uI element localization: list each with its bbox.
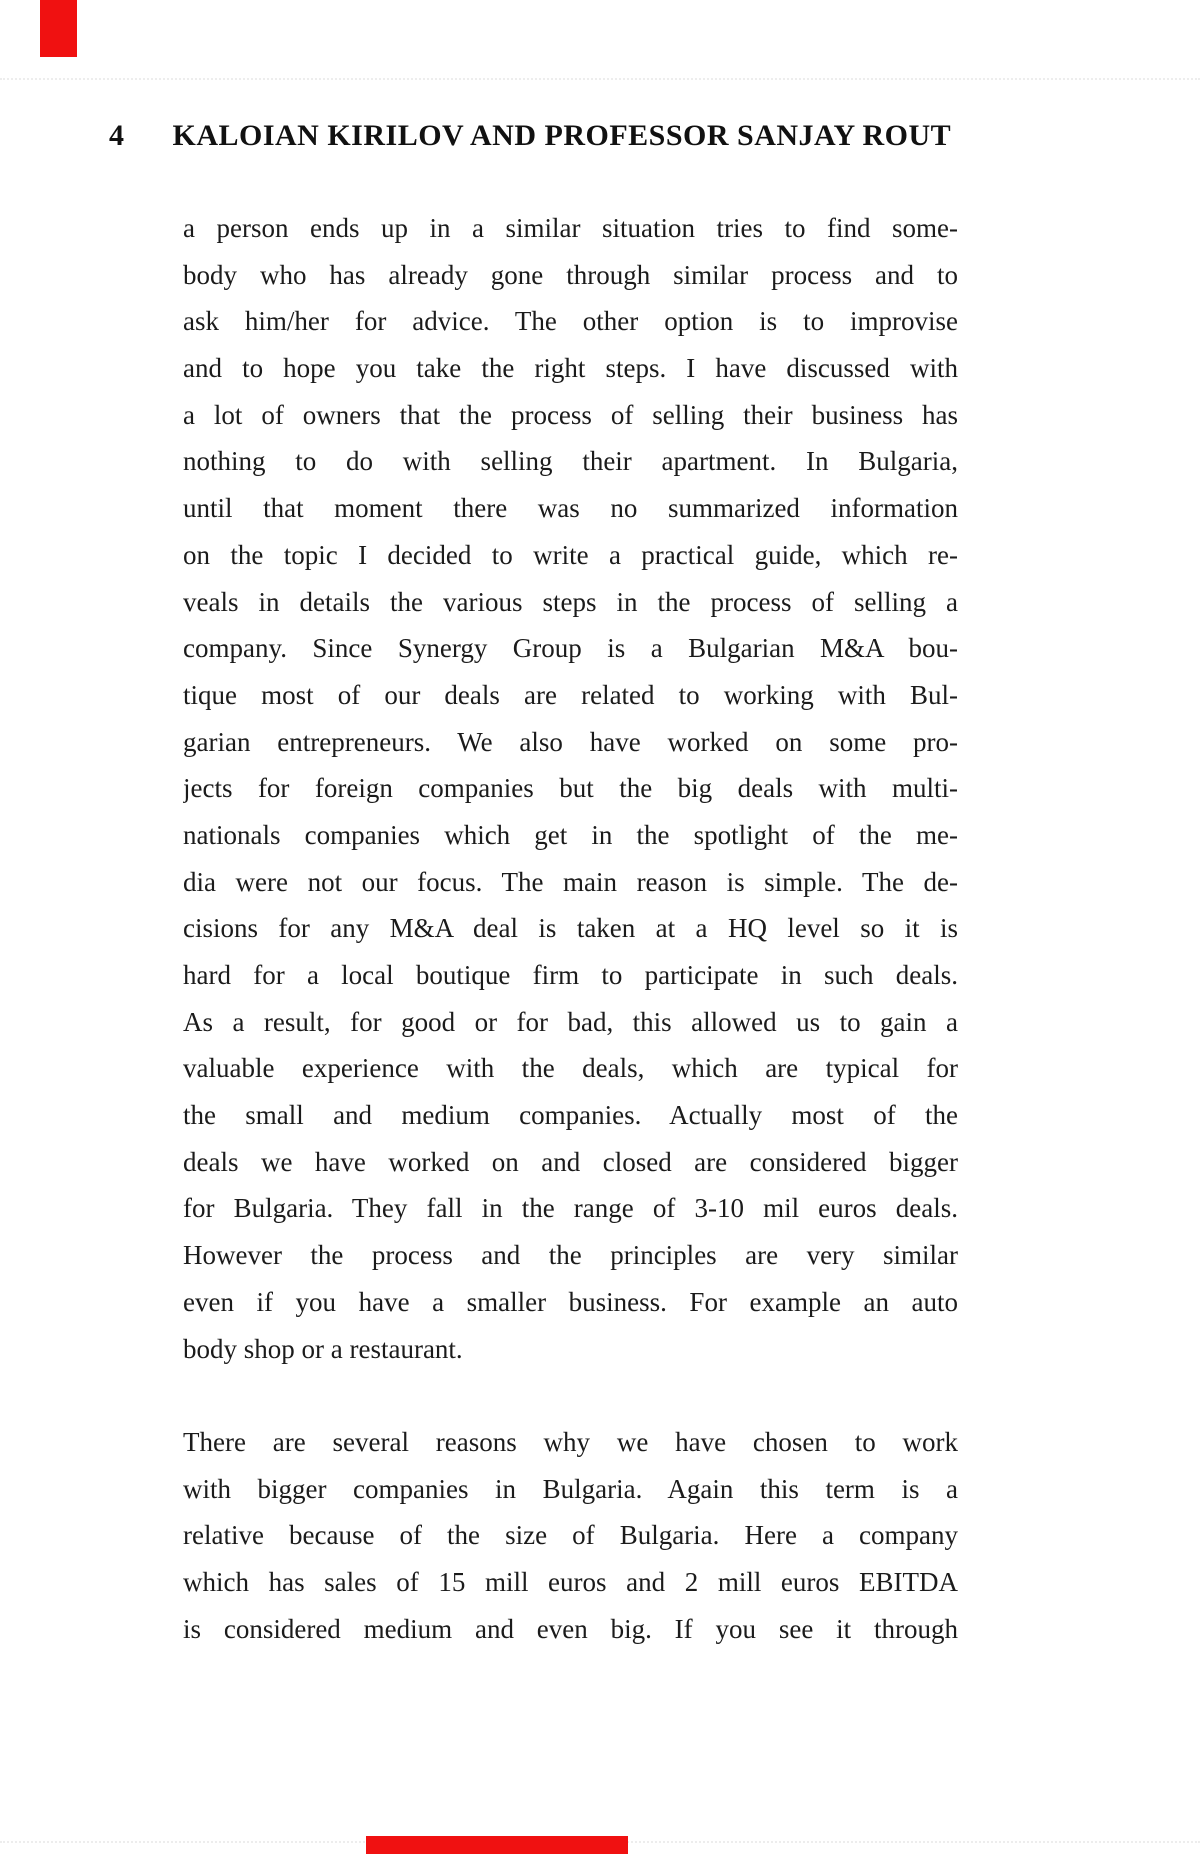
- body-line: for Bulgaria. They fall in the range of 3-10 mil euros deals.: [183, 1193, 958, 1224]
- running-title: KALOIAN KIRILOV AND PROFESSOR SANJAY ROUT: [172, 119, 952, 152]
- body-line: jects for foreign companies but the big deals with multi-: [183, 773, 958, 804]
- body-line: relative because of the size of Bulgaria. Here a company: [183, 1520, 958, 1551]
- body-line: veals in details the various steps in the process of selling a: [183, 586, 958, 617]
- body-line: company. Since Synergy Group is a Bulgarian M&A bou-: [183, 633, 958, 664]
- paragraph: [183, 1419, 958, 1652]
- page-number: 4: [109, 119, 125, 152]
- body-line: even if you have a smaller business. For example an auto: [183, 1286, 958, 1317]
- body-line: tique most of our deals are related to working with Bul-: [183, 679, 958, 710]
- body-line: However the process and the principles are very similar: [183, 1240, 958, 1271]
- body-line: cisions for any M&A deal is taken at a HQ level so it is: [183, 913, 958, 944]
- body-line: body shop or a restaurant.: [183, 1333, 463, 1364]
- body-text: [183, 205, 958, 1652]
- paragraph: [183, 205, 958, 1372]
- body-line: which has sales of 15 mill euros and 2 mill euros EBITDA: [183, 1566, 958, 1597]
- red-marker-top-left: [40, 0, 77, 57]
- body-line: There are several reasons why we have chosen to work: [183, 1426, 958, 1457]
- body-line: on the topic I decided to write a practical guide, which re-: [183, 539, 958, 570]
- body-line: a person ends up in a similar situation tries to find some-: [183, 213, 958, 243]
- page-header: [109, 119, 951, 153]
- body-line: body who has already gone through similar process and to: [183, 259, 958, 290]
- body-line: the small and medium companies. Actually most of the: [183, 1100, 958, 1131]
- body-line: ask him/her for advice. The other option is to improvise: [183, 306, 958, 337]
- body-line: nationals companies which get in the spotlight of the me-: [183, 819, 958, 850]
- body-line: with bigger companies in Bulgaria. Again this term is a: [183, 1473, 958, 1504]
- body-line: valuable experience with the deals, which are typical for: [183, 1053, 958, 1084]
- body-line: nothing to do with selling their apartment. In Bulgaria,: [183, 446, 958, 477]
- body-line: is considered medium and even big. If you see it through: [183, 1613, 958, 1644]
- body-line: dia were not our focus. The main reason is simple. The de-: [183, 866, 958, 897]
- body-line: As a result, for good or for bad, this allowed us to gain a: [183, 1006, 958, 1037]
- body-line: and to hope you take the right steps. I have discussed with: [183, 353, 958, 384]
- body-line: until that moment there was no summarized information: [183, 493, 958, 524]
- body-line: garian entrepreneurs. We also have worked on some pro-: [183, 726, 958, 757]
- trim-line-top: [0, 78, 1200, 80]
- red-marker-bottom: [366, 1836, 628, 1854]
- body-line: a lot of owners that the process of selling their business has: [183, 399, 958, 430]
- body-line: hard for a local boutique firm to participate in such deals.: [183, 960, 958, 990]
- body-line: deals we have worked on and closed are considered bigger: [183, 1146, 958, 1177]
